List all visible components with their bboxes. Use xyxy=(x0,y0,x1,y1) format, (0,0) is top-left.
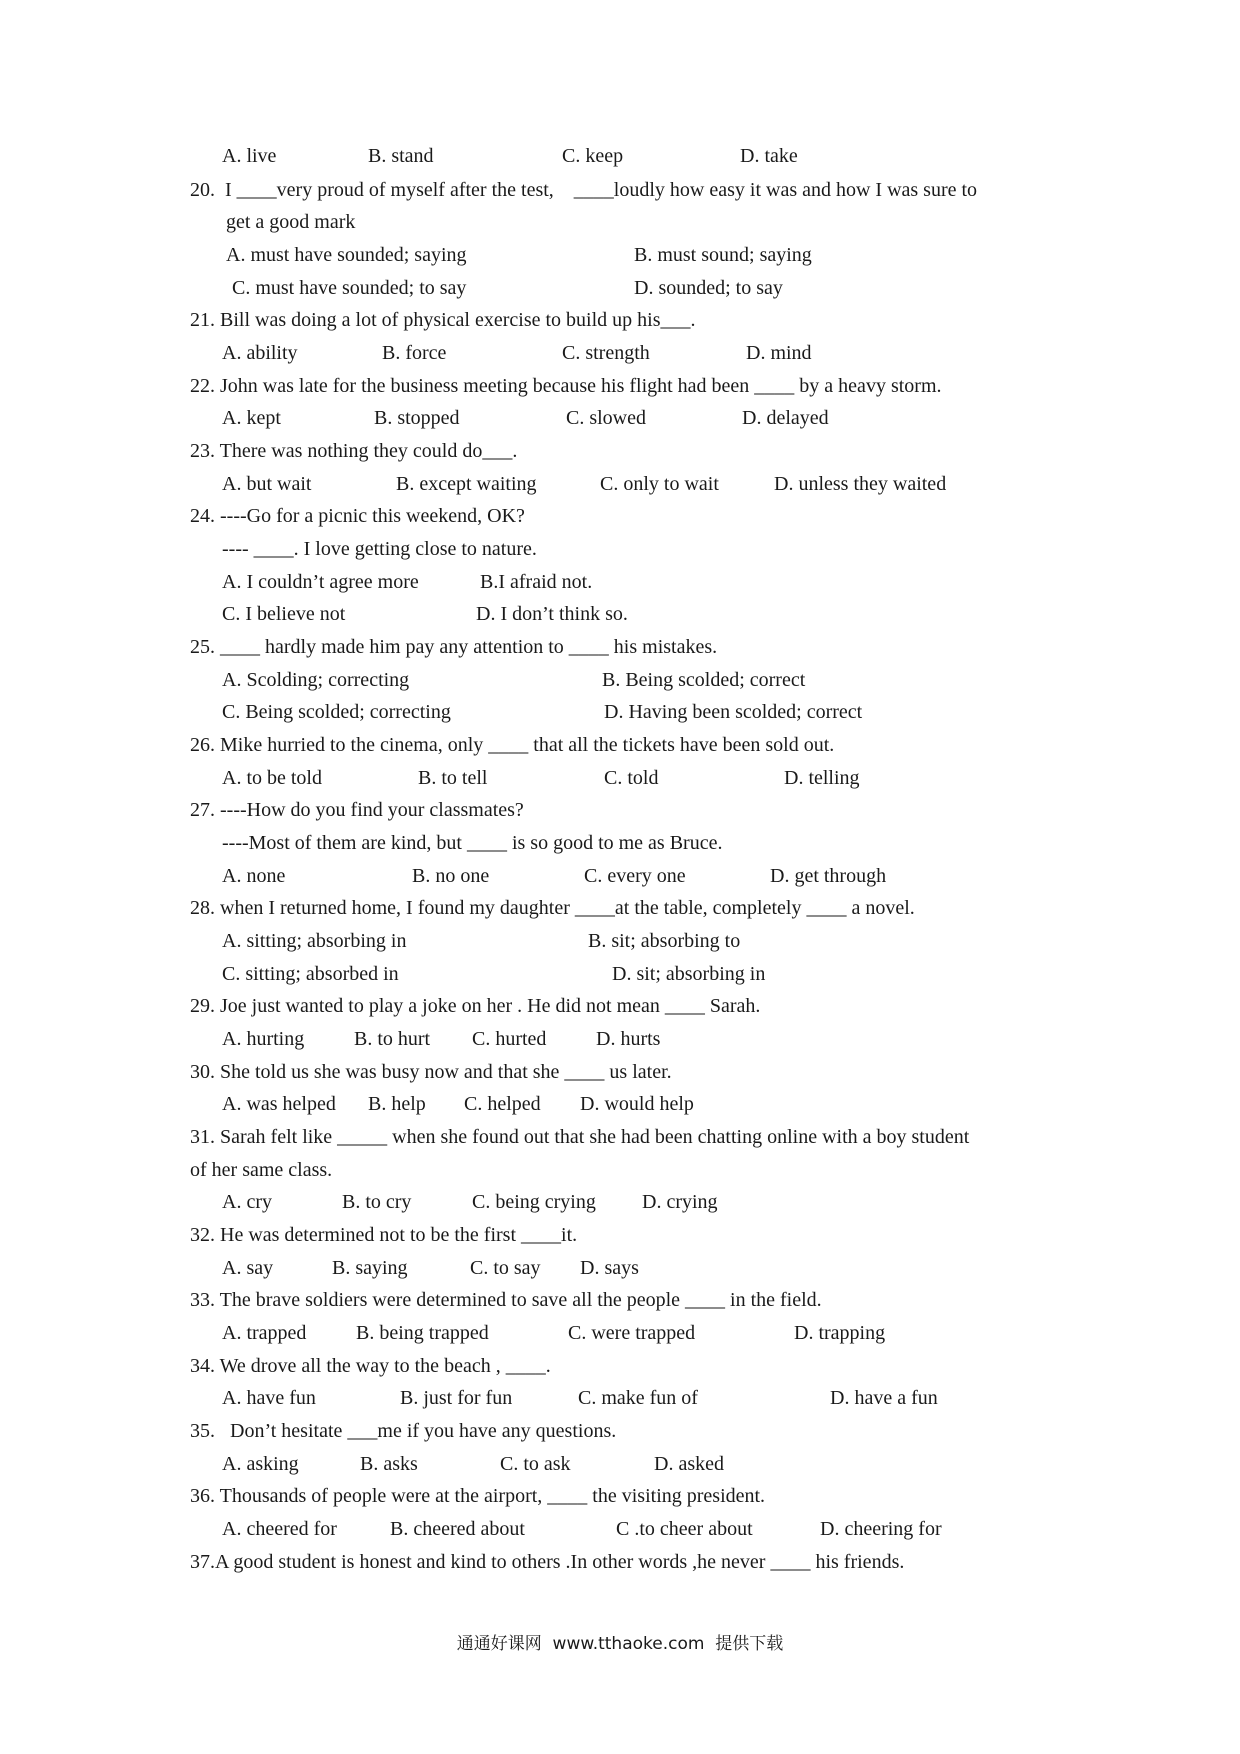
answer-option: B. just for fun xyxy=(400,1387,513,1409)
answer-option: B. to cry xyxy=(342,1191,412,1213)
question-text: 37.A good student is honest and kind to others .In other words ,he never ____ his friends. xyxy=(190,1551,905,1573)
answer-option: D. I don’t think so. xyxy=(476,603,628,625)
answer-option: D. telling xyxy=(784,767,860,789)
answer-option: A. I couldn’t agree more xyxy=(222,571,419,593)
answer-option: C. sitting; absorbed in xyxy=(222,963,399,985)
answer-option: A. must have sounded; saying xyxy=(226,244,467,266)
answer-option: A. was helped xyxy=(222,1093,336,1115)
answer-option: A. Scolding; correcting xyxy=(222,669,410,691)
answer-option: C. helped xyxy=(464,1093,541,1115)
answer-option: C. Being scolded; correcting xyxy=(222,701,451,723)
answer-option: B. no one xyxy=(412,865,490,887)
question-text: 30. She told us she was busy now and that she ____ us later. xyxy=(190,1061,672,1083)
answer-option: A. say xyxy=(222,1257,274,1279)
answer-option: D. asked xyxy=(654,1453,724,1475)
answer-option: A. ability xyxy=(222,342,298,364)
answer-option: C. to say xyxy=(470,1257,541,1279)
question-text: 27. ----How do you find your classmates? xyxy=(190,799,524,821)
answer-option: A. trapped xyxy=(222,1322,307,1344)
question-text: 24. ----Go for a picnic this weekend, OK? xyxy=(190,505,525,527)
question-text: 23. There was nothing they could do___. xyxy=(190,440,518,462)
answer-option: C. strength xyxy=(562,342,650,364)
question-text: 28. when I returned home, I found my daughter ____at the table, completely ____ a novel. xyxy=(190,897,915,919)
answer-option: D. Having been scolded; correct xyxy=(604,701,863,723)
answer-option: B. stopped xyxy=(374,407,460,429)
answer-option: C. only to wait xyxy=(600,473,719,495)
answer-option: B. to tell xyxy=(418,767,488,789)
answer-option: C. slowed xyxy=(566,407,646,429)
question-text: 36. Thousands of people were at the airport, ____ the visiting president. xyxy=(190,1485,766,1507)
answer-option: D. trapping xyxy=(794,1322,886,1344)
answer-option: A. cry xyxy=(222,1191,272,1213)
answer-option: B. asks xyxy=(360,1453,418,1475)
answer-option: C. must have sounded; to say xyxy=(232,277,467,299)
answer-option: A. sitting; absorbing in xyxy=(222,930,407,952)
answer-option: A. cheered for xyxy=(222,1518,337,1540)
question-text: ----Most of them are kind, but ____ is so good to me as Bruce. xyxy=(222,832,723,854)
answer-option: C. make fun of xyxy=(578,1387,698,1409)
answer-option: C. told xyxy=(604,767,659,789)
question-text: 33. The brave soldiers were determined to save all the people ____ in the field. xyxy=(190,1289,822,1311)
answer-option: B.I afraid not. xyxy=(480,571,593,593)
answer-option: C. every one xyxy=(584,865,686,887)
answer-option: C. keep xyxy=(562,145,624,167)
answer-option: C. were trapped xyxy=(568,1322,696,1344)
answer-option: C .to cheer about xyxy=(616,1518,753,1540)
answer-option: A. but wait xyxy=(222,473,312,495)
answer-option: D. delayed xyxy=(742,407,829,429)
answer-option: D. sounded; to say xyxy=(634,277,783,299)
answer-option: C. being crying xyxy=(472,1191,596,1213)
answer-option: D. hurts xyxy=(596,1028,661,1050)
answer-option: A. none xyxy=(222,865,286,887)
answer-option: A. live xyxy=(222,145,277,167)
answer-option: D. crying xyxy=(642,1191,718,1213)
question-text: 35. Don’t hesitate ___me if you have any questions. xyxy=(190,1420,617,1442)
answer-option: B. saying xyxy=(332,1257,408,1279)
question-text: ---- ____. I love getting close to nature. xyxy=(222,538,537,560)
question-text: 21. Bill was doing a lot of physical exercise to build up his___. xyxy=(190,309,696,331)
question-text: 29. Joe just wanted to play a joke on her . He did not mean ____ Sarah. xyxy=(190,995,761,1017)
answer-option: D. mind xyxy=(746,342,812,364)
answer-option: D. get through xyxy=(770,865,887,887)
answer-option: A. hurting xyxy=(222,1028,305,1050)
answer-option: C. hurted xyxy=(472,1028,547,1050)
answer-option: B. help xyxy=(368,1093,426,1115)
answer-option: D. sit; absorbing in xyxy=(612,963,766,985)
answer-option: D. have a fun xyxy=(830,1387,938,1409)
answer-option: A. kept xyxy=(222,407,281,429)
page-footer: 通通好课网 www.tthaoke.com 提供下载 xyxy=(456,1634,784,1654)
question-text: 25. ____ hardly made him pay any attention to ____ his mistakes. xyxy=(190,636,718,658)
answer-option: B. must sound; saying xyxy=(634,244,812,266)
question-text: get a good mark xyxy=(226,211,356,233)
answer-option: B. except waiting xyxy=(396,473,537,495)
question-text: 32. He was determined not to be the first ____it. xyxy=(190,1224,578,1246)
answer-option: B. being trapped xyxy=(356,1322,489,1344)
answer-option: B. cheered about xyxy=(390,1518,525,1540)
answer-option: B. Being scolded; correct xyxy=(602,669,806,691)
question-text: of her same class. xyxy=(190,1159,333,1181)
answer-option: D. take xyxy=(740,145,798,167)
answer-option: A. asking xyxy=(222,1453,299,1475)
answer-option: C. to ask xyxy=(500,1453,571,1475)
answer-option: D. cheering for xyxy=(820,1518,942,1540)
answer-option: A. have fun xyxy=(222,1387,316,1409)
answer-option: B. force xyxy=(382,342,447,364)
answer-option: C. I believe not xyxy=(222,603,346,625)
question-text: 26. Mike hurried to the cinema, only ____ that all the tickets have been sold out. xyxy=(190,734,835,756)
answer-option: D. would help xyxy=(580,1093,694,1115)
answer-option: B. to hurt xyxy=(354,1028,431,1050)
answer-option: A. to be told xyxy=(222,767,322,789)
question-text: 31. Sarah felt like _____ when she found out that she had been chatting online with a boy student xyxy=(190,1126,970,1148)
answer-option: D. says xyxy=(580,1257,639,1279)
answer-option: D. unless they waited xyxy=(774,473,947,495)
answer-option: B. stand xyxy=(368,145,434,167)
question-text: 22. John was late for the business meeting because his flight had been ____ by a heavy storm. xyxy=(190,375,942,397)
answer-option: B. sit; absorbing to xyxy=(588,930,741,952)
question-text: 34. We drove all the way to the beach , ____. xyxy=(190,1355,551,1377)
question-text: 20. I ____very proud of myself after the test, ____loudly how easy it was and how I was sure to xyxy=(190,179,978,201)
